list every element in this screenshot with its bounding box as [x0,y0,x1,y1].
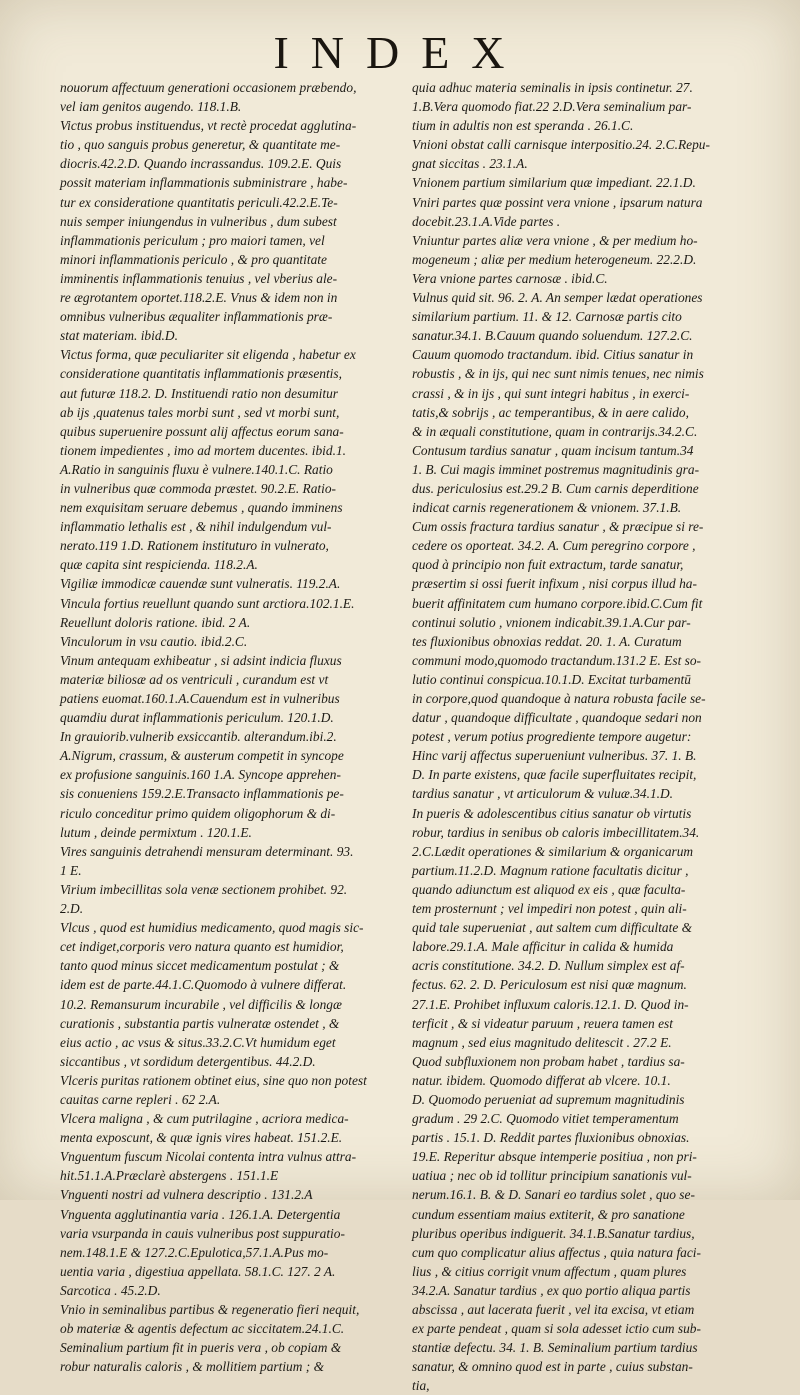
index-line: quamdiu durat inflammationis periculum. 120.1.D. [60,710,334,726]
index-line: quid tale superueniat , aut saltem cum difficultate & [412,920,693,936]
left-column [60,78,405,1376]
index-line: 27.1.E. Prohibet influxum caloris.12.1. D. Quod in- [412,996,689,1012]
index-line: lutio continui conspicua.10.1.D. Excitat turbamentū [412,671,691,687]
index-line: ex parte pendeat , quam si sola adesset ictio cum sub- [412,1321,701,1337]
index-line: tem prosternunt ; vel impediri non potest , quin ali- [412,901,687,917]
index-line: tur ex consideratione quantitatis periculi.42.2.E.Te- [60,194,338,210]
index-line: acris constitutione. 34.2. D. Nullum simplex est af- [412,958,685,974]
index-line: Vnioni obstat calli carnisque interpositio.24. 2.C.Repu- [412,137,710,153]
index-line: Victus probus instituendus, vt rectè procedat agglutina- [60,118,357,134]
index-line: Contusum tardius sanatur , quam incisum tantum.34 [412,442,694,458]
index-line: sanatur.34.1. B.Cauum quando soluendum. 127.2.C. [412,328,693,344]
index-line: mogeneum ; aliæ per medium heterogeneum. 22.2.D. [412,251,697,267]
index-line: Vincula fortius reuellunt quando sunt arctiora.102.1.E. [60,595,355,611]
index-line: stat materiam. ibid.D. [60,328,178,344]
index-line: 1 E. [60,862,82,878]
index-line: tes fluxionibus obnoxias reddat. 20. 1. A. Curatum [412,633,682,649]
index-line: partis . 15.1. D. Reddit partes fluxionibus obnoxias. [412,1130,690,1146]
index-line: uatiua ; nec ob id tollitur principium sanationis vul- [412,1168,692,1184]
index-line: Vlcus , quod est humidius medicamento, quod magis sic- [60,920,364,936]
index-line: ex profusione sanguinis.160 1.A. Syncope apprehen- [60,767,341,783]
index-line: tio , quo sanguis probus generetur, & quantitate me- [60,137,341,153]
index-line: tionem impedientes , imo ad mortem ducentes. ibid.1. [60,442,346,458]
index-line: nouorum affectuum generationi occasionem præbendo, [60,80,357,95]
index-line: sis conueniens 159.2.E.Transacto inflammationis pe- [60,786,344,802]
index-line: similarium partium. 11. & 12. Carnosæ partis cito [412,309,682,325]
index-line: consideratione quantitatis inflammationis præsentis, [60,366,342,382]
index-line: omnibus vulneribus æqualiter inflammationis præ- [60,309,333,325]
index-line: 1.B.Vera quomodo fiat.22 2.D.Vera seminalium par- [412,99,692,115]
index-line: quod à principio non fuit extractum, tarde sanatur, [412,557,684,573]
index-line: quia adhuc materia seminalis in ipsis continetur. 27. [412,80,693,95]
index-line: D. Quomodo perueniat ad supremum magnitudinis [412,1091,685,1107]
index-line: buerit affinitatem cum humano corpore.ibid.C.Cum fit [412,595,703,611]
index-line: In grauiorib.vulnerib exsiccantib. alterandum.ibi.2. [60,729,337,745]
index-line: 19.E. Reperitur absque intemperie positiua , non pri- [412,1149,697,1165]
index-line: tardius sanatur , vt articulorum & vuluæ.34.1.D. [412,786,673,802]
index-line: quando adiunctum est aliquod ex eis , quæ faculta- [412,881,686,897]
index-line: Reuellunt doloris ratione. ibid. 2 A. [60,614,251,630]
index-line: Vera vnione partes carnosæ . ibid.C. [412,270,608,286]
index-line: aut futuræ 118.2. D. Instituendi ratio non desumitur [60,385,338,401]
index-line: hit.51.1.A.Præclarè abstergens . 151.1.E [60,1168,279,1184]
index-line: menta exposcunt, & quæ ignis vires habeat. 151.2.E. [60,1130,343,1146]
index-line: 10.2. Remansurum incurabile , vel difficilis & longæ [60,996,342,1012]
index-line: nem.148.1.E & 127.2.C.Epulotica,57.1.A.Pus mo- [60,1244,329,1260]
index-line: continui solutio , vnionem indicabit.39.1.A.Cur par- [412,614,691,630]
index-line: imminentis inflammationis tenuius , vel vberius ale- [60,270,338,286]
index-line: materiæ biliosæ ad os ventriculi , curandum est vt [60,671,329,687]
index-line: Vnio in seminalibus partibus & regeneratio fieri nequit, [60,1302,360,1317]
index-line: re ægrotantem oportet.118.2.E. Vnus & idem non in [60,290,338,306]
index-line: cum quo complicatur alius affectus , quia natura faci- [412,1244,701,1260]
index-line: nuis semper iniungendus in vulneribus , dum subest [60,213,337,229]
index-line: riculo conceditur primo quidem oligophorum & di- [60,805,336,821]
index-line: gnat siccitas . 23.1.A. [412,156,528,172]
index-line: robur naturalis caloris , & mollitiem partium ; & [60,1359,324,1375]
index-line: varia vsurpanda in cauis vulneribus post suppuratio- [60,1225,345,1241]
index-line: inflammationis periculum ; pro maiori tamen, vel [60,232,325,248]
index-line: datur , quandoque difficultate , quandoque sedari non [412,710,702,726]
index-line: minori inflammationis periculo , & pro quantitate [60,251,327,267]
index-line: eius actio , ac vsus & situs.33.2.C.Vt humidum eget [60,1034,336,1050]
index-line: lius , & citius corrigit vnum affectum , quam plures [412,1263,687,1279]
index-line: Sarcotica . 45.2.D. [60,1282,161,1298]
index-line: sanatur, & omnino quod est in parte , cuius substan- [412,1359,693,1375]
index-line: idem est de parte.44.1.C.Quomodo à vulnere differat. [60,977,347,993]
index-line: Vnguenta agglutinantia varia . 126.1.A. Detergentia [60,1206,341,1222]
index-line: In pueris & adolescentibus citius sanatur ob virtutis [412,805,692,821]
index-line: quibus superuenire possunt alij affectus eorum sana- [60,423,344,439]
index-line: Vinculorum in vsu cautio. ibid.2.C. [60,633,248,649]
index-line: Vlceris puritas rationem obtinet eius, sine quo non potest [60,1072,367,1088]
index-line: siccantibus , vt sordidum detergentibus. 44.2.D. [60,1053,316,1069]
index-line: 1. B. Cui magis imminet postremus magnitudinis gra- [412,461,700,477]
index-line: uentia varia , digestiua appellata. 58.1.C. 127. 2 A. [60,1263,336,1279]
index-line: præsertim si ossi fuerit infixum , nisi corpus illud ha- [412,576,697,592]
right-column [412,78,757,1395]
index-line: indicat carnis regenerationem & vnionem. 37.1.B. [412,500,682,516]
index-line: Vnguenti nostri ad vulnera descriptio . 131.2.A [60,1187,313,1203]
index-line: Vinum antequam exhibeatur , si adsint indicia fluxus [60,652,342,668]
index-line: 2.C.Lædit operationes & similarium & organicarum [412,843,694,859]
index-line: nem exquisitam seruare debemus , quando imminens [60,500,343,516]
index-line: Hinc varij affectus superueniunt vulneribus. 37. 1. B. [412,748,697,764]
index-line: Vniri partes quæ possint vera vnione , ipsarum natura [412,194,703,210]
index-line: cauitas carne repleri . 62 2.A. [60,1091,221,1107]
index-line: inflammatio lethalis est , & nihil indulgendum vul- [60,519,332,535]
index-line: Virium imbecillitas sola venæ sectionem prohibet. 92. [60,881,348,897]
index-line: tium in adultis non est speranda . 26.1.C. [412,118,634,134]
index-line: Vnionem partium similarium quæ impediant. 22.1.D. [412,175,696,191]
index-line: vel iam genitos augendo. 118.1.B. [60,99,242,115]
index-line: Cauum quomodo tractandum. ibid. Citius sanatur in [412,347,694,363]
index-line: & in æquali constitutione, quam in contrarijs.34.2.C. [412,423,698,439]
index-line: pluribus operibus indiguerit. 34.1.B.Sanatur tardius, [412,1225,695,1241]
index-line: natur. ibidem. Quomodo differat ab vlcere. 10.1. [412,1072,671,1088]
index-line: gradum . 29 2.C. Quomodo vitiet temperamentum [412,1111,679,1127]
page-heading: INDEX [273,27,527,78]
index-line: ob materiæ & agentis defectum ac siccitatem.24.1.C. [60,1321,345,1337]
index-line: quæ capita sint respicienda. 118.2.A. [60,557,258,573]
index-line: Vniuntur partes aliæ vera vnione , & per medium ho- [412,232,698,248]
index-line: docebit.23.1.A.Vide partes . [412,213,561,229]
index-line: communi modo,quomodo tractandum.131.2 E. Est so- [412,652,701,668]
index-line: lutum , deinde permixtum . 120.1.E. [60,824,252,840]
index-line: labore.29.1.A. Male afficitur in calida & humida [412,939,674,955]
index-line: in vulneribus quæ commoda præstet. 90.2.E. Ratio- [60,480,336,496]
index-line: Vulnus quid sit. 96. 2. A. An semper lædat operationes [412,290,703,306]
index-line: tatis,& sobrijs , ac temperantibus, & in aere calido, [412,404,689,420]
index-line: Cum ossis fractura tardius sanatur , & præcipue si re- [412,519,704,535]
index-line: robustis , & in ijs, qui nec sunt nimis tenues, nec nimis [412,366,704,382]
index-line: 2.D. [60,901,84,917]
index-line: fectus. 62. 2. D. Periculosum est nisi quæ magnum. [412,977,687,993]
index-line: Vigiliæ immodicæ cauendæ sunt vulneratis. 119.2.A. [60,576,341,592]
index-line: diocris.42.2.D. Quando incrassandus. 109.2.E. Quis [60,156,342,172]
index-line: partium.11.2.D. Magnum ratione facultatis dicitur , [412,862,689,878]
index-line: nerum.16.1. B. & D. Sanari eo tardius solet , quo se- [412,1187,695,1203]
index-line: robur, tardius in senibus ob caloris imbecillitatem.34. [412,824,700,840]
index-line: dus. periculosius est.29.2 B. Cum carnis deperditione [412,480,699,496]
index-line: Vires sanguinis detrahendi mensuram determinant. 93. [60,843,354,859]
index-line: tanto quod minus siccet medicamentum postulat ; & [60,958,340,974]
index-line: in corpore,quod quandoque à natura robusta facile se- [412,691,706,706]
index-line: potest , verum potius progrediente tempore augetur: [412,729,692,745]
index-line: D. In parte existens, quæ facile superfluitates recipit, [412,767,697,783]
index-line: Vnguentum fuscum Nicolai contenta intra vulnus attra- [60,1149,357,1165]
index-line: Victus forma, quæ peculiariter sit eligenda , habetur ex [60,347,356,363]
index-line: tia, [412,1378,430,1394]
index-line: crassi , & in ijs , qui sunt integri habitus , in exerci- [412,385,690,401]
index-line: stantiæ defectu. 34. 1. B. Seminalium partium tardius [412,1340,698,1356]
index-line: Quod subfluxionem non probam habet , tardius sa- [412,1053,685,1069]
index-line: nerato.119 1.D. Rationem instituturo in vulnerato, [60,538,329,554]
index-line: Seminalium partium fit in pueris vera , ob copiam & [60,1340,342,1356]
index-line: 34.2.A. Sanatur tardius , ex quo portio aliqua partis [412,1282,691,1298]
index-line: magnum , sed eius magnitudo delitescit . 27.2 E. [412,1034,672,1050]
index-line: patiens euomat.160.1.A.Cauendum est in vulneribus [60,691,340,706]
index-line: cundum essentiam maius extiterit, & pro sanatione [412,1206,685,1222]
index-line: ab ijs ,quatenus tales morbi sunt , sed vt morbi sunt, [60,404,340,420]
index-line: Vlcera maligna , & cum putrilagine , acriora medica- [60,1111,349,1127]
index-line: possit materiam inflammationis subministrare , habe- [60,175,348,191]
index-line: A.Ratio in sanguinis fluxu è vulnere.140.1.C. Ratio [60,461,333,477]
index-line: curationis , substantia partis vulneratæ ostendet , & [60,1015,340,1031]
index-line: abscissa , aut lacerata fuerit , vel ita excisa, vt etiam [412,1302,695,1317]
index-line: cedere os oporteat. 34.2. A. Cum peregrino corpore , [412,538,696,554]
index-line: cet indiget,corporis vero natura quanto est humidior, [60,939,344,955]
index-line: A.Nigrum, crassum, & austerum competit in syncope [60,748,344,764]
index-line: terficit , & si videatur paruum , reuera tamen est [412,1015,673,1031]
